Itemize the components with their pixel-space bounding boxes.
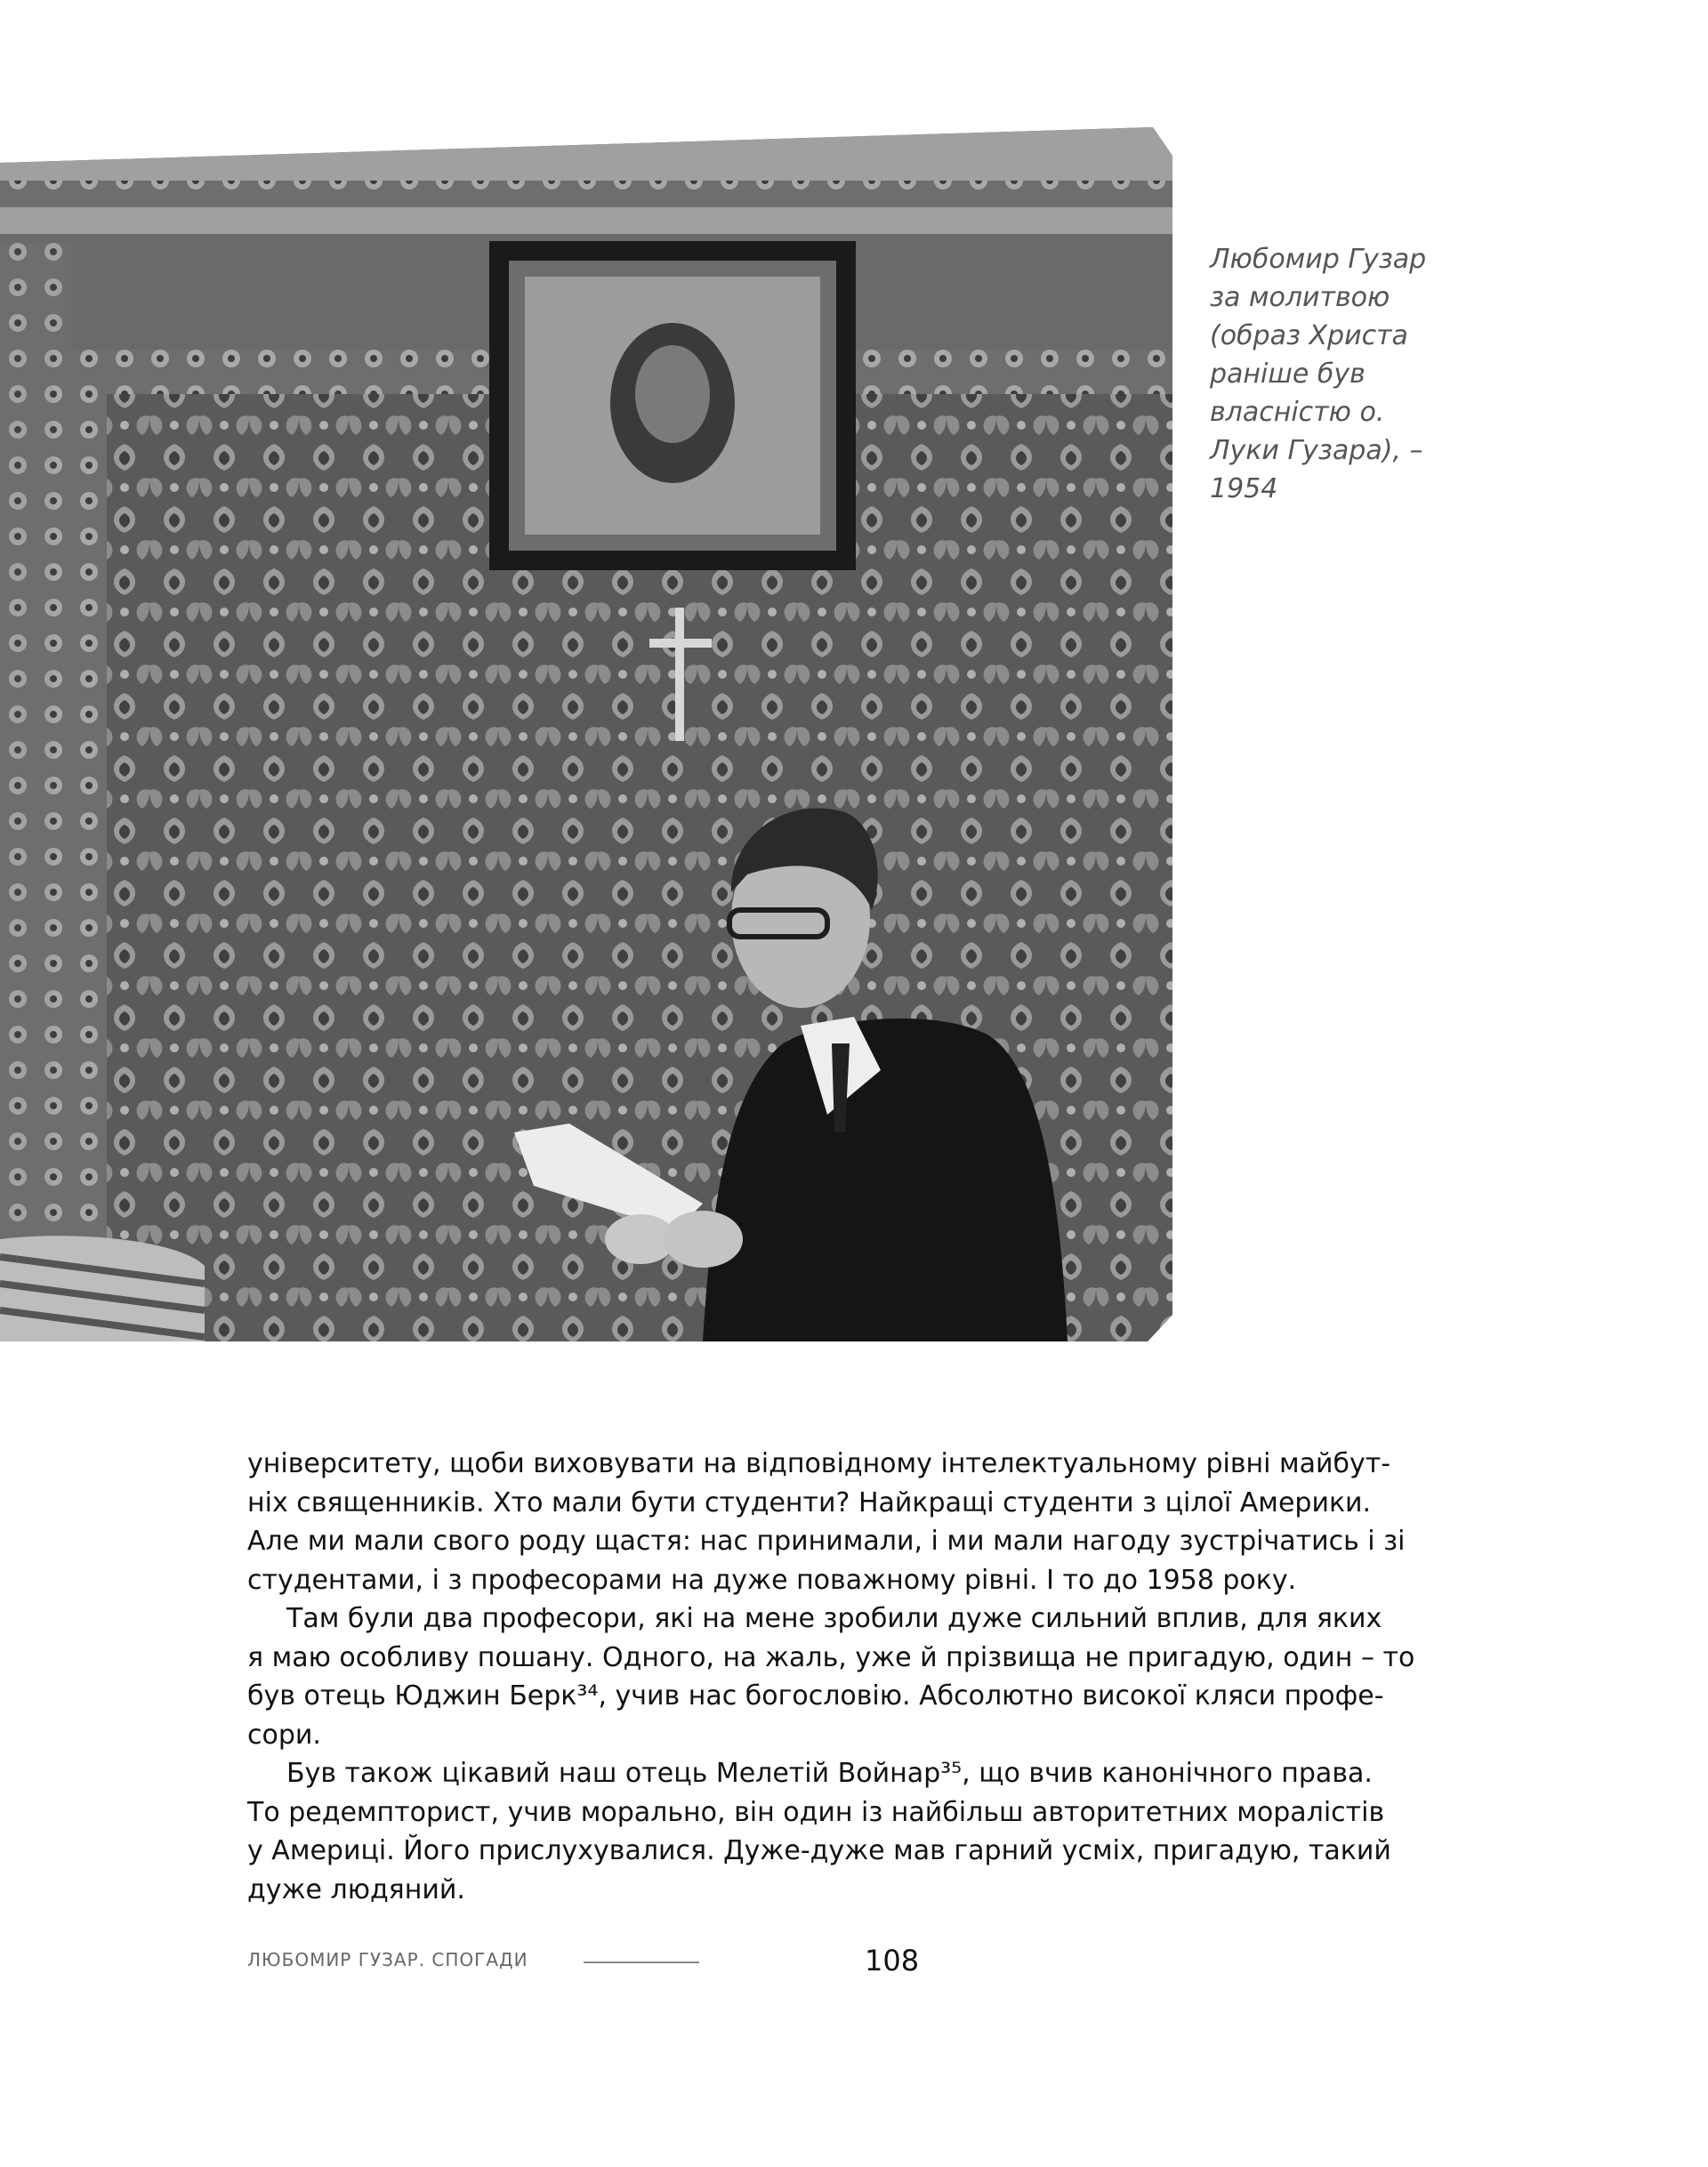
body-line: ніх священників. Хто мали бути студенти? Найкращі студенти з цілої Америки. bbox=[247, 1486, 1372, 1519]
caption-line: раніше був bbox=[1210, 358, 1366, 390]
body-line: То редемпторист, учив морально, він один із найбільш авторитетних моралістів bbox=[247, 1796, 1385, 1828]
caption-line: власністю о. bbox=[1210, 397, 1385, 428]
page-number: 108 bbox=[865, 1944, 920, 1978]
caption-line: Любомир Гузар bbox=[1210, 244, 1427, 275]
footer-divider bbox=[584, 1962, 699, 1963]
running-footer-title: ЛЮБОМИР ГУЗАР. СПОГАДИ bbox=[247, 1949, 528, 1970]
body-line: у Америці. Його прислухувалися. Дуже-дуже мав гарний усміх, пригадую, такий bbox=[247, 1835, 1391, 1866]
body-line: сори. bbox=[247, 1719, 321, 1751]
photograph bbox=[0, 127, 1172, 1341]
photo-caption bbox=[1210, 240, 1477, 508]
body-line: студентами, і з професорами на дуже поважному рівні. І то до 1958 року. bbox=[247, 1564, 1297, 1596]
caption-line: Луки Гузара), – bbox=[1210, 435, 1423, 466]
caption-line: (образ Христа bbox=[1210, 320, 1408, 351]
body-line: був отець Юджин Берк³⁴, учив нас богословію. Абсолютно високої кляси профе- bbox=[247, 1680, 1384, 1712]
body-line: дуже людяний. bbox=[247, 1873, 465, 1905]
body-line: Але ми мали свого роду щастя: нас принимали, і ми мали нагоду зустрічатись і зі bbox=[247, 1526, 1406, 1557]
body-line: я маю особливу пошану. Одного, на жаль, уже й прізвища не пригадую, один – то bbox=[247, 1641, 1415, 1673]
body-line: Був також цікавий наш отець Мелетій Войнар³⁵, що вчив канонічного права. bbox=[286, 1758, 1373, 1789]
caption-line: за молитвою bbox=[1210, 282, 1390, 313]
body-text bbox=[247, 1445, 1457, 1909]
caption-line: 1954 bbox=[1210, 473, 1278, 504]
body-line: університету, щоби виховувати на відповідному інтелектуальному рівні майбут- bbox=[247, 1448, 1391, 1479]
photograph-icon bbox=[0, 127, 1172, 1341]
body-line: Там були два професори, які на мене зробили дуже сильний вплив, для яких bbox=[286, 1603, 1382, 1634]
